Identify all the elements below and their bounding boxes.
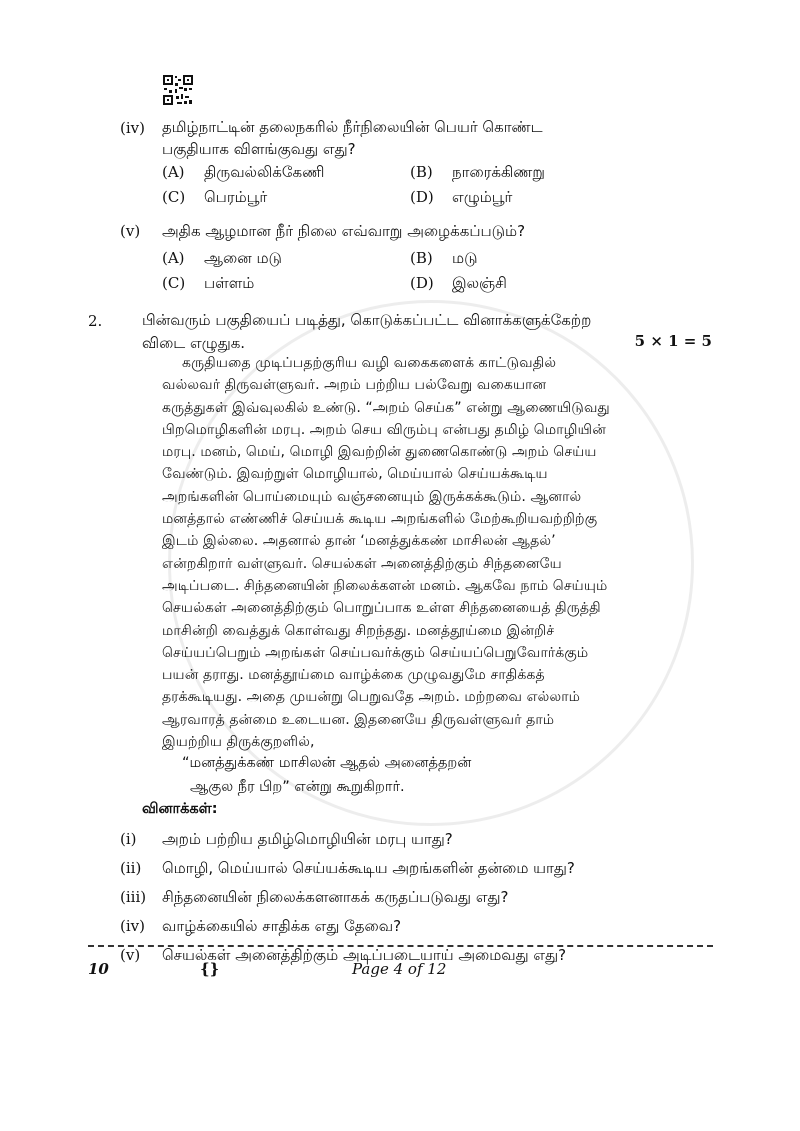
passage-line: மாசின்றி வைத்துக் கொள்வது சிறந்தது. மனத்தூய்மை இன்றிச் — [162, 622, 555, 639]
question-text: மொழி, மெய்யால் செய்யக்கூடிய அறங்களின் தன்மை யாது? — [162, 859, 575, 877]
option-text: எழும்பூர் — [452, 188, 513, 206]
marks-label: 5 × 1 = 5 — [634, 332, 712, 350]
question-number: (v) — [120, 222, 141, 240]
question-text: சிந்தனையின் நிலைக்களனாகக் கருதப்படுவது எது? — [162, 888, 509, 906]
option-text: இலஞ்சி — [452, 274, 507, 292]
passage-line: கருதியதை முடிப்பதற்குரிய வழி வகைகளைக் காட்டுவதில் — [182, 355, 557, 371]
option-b — [410, 249, 477, 269]
option-d — [410, 274, 507, 294]
question-number: (iii) — [120, 888, 147, 906]
passage-line: அடிப்படை. சிந்தனையின் நிலைக்களன் மனம். ஆகவே நாம் செய்யும் — [162, 577, 608, 594]
question-number: (v) — [120, 946, 141, 964]
footer-divider — [88, 945, 713, 947]
instruction-line: பின்வரும் பகுதியைப் படித்து, கொடுக்கப்பட்ட வினாக்களுக்கேற்ற — [142, 311, 592, 329]
question-text-line: அதிக ஆழமான நீர் நிலை எவ்வாறு அழைக்கப்படும்? — [162, 222, 526, 240]
couplet-line: ஆகுல நீர பிற” என்று கூறுகிறார். — [190, 779, 405, 795]
passage-line: ஆரவாரத் தன்மை உடையன. இதனையே திருவள்ளுவர் தாம் — [162, 711, 555, 728]
footer-code: 10 — [88, 960, 109, 978]
option-a — [162, 249, 282, 269]
option-label: (A) — [162, 163, 185, 181]
question-number: (i) — [120, 830, 137, 848]
option-c — [162, 274, 254, 294]
option-text: மடு — [452, 249, 478, 267]
question-number: (ii) — [120, 859, 142, 877]
page-number: Page 4 of 12 — [352, 960, 447, 978]
option-text: திருவல்லிக்கேணி — [204, 163, 325, 181]
question-text: செயல்கள் அனைத்திற்கும் அடிப்படையாய் அமைவது எது? — [162, 946, 567, 964]
passage-line: அறங்களின் பொய்மையும் வஞ்சனையும் இருக்கக்கூடும். ஆனால் — [162, 488, 582, 505]
question-text-line: தமிழ்நாட்டின் தலைநகரில் நீர்நிலையின் பெயர் கொண்ட — [162, 118, 543, 136]
passage-line: கருத்துகள் இவ்வுலகில் உண்டு. “அறம் செய்க” என்று ஆணையிடுவது — [162, 399, 610, 416]
passage-line: செயல்கள் அனைத்திற்கும் பொறுப்பாக உள்ள சிந்தனையைத் திருத்தி — [162, 600, 601, 617]
option-label: (B) — [410, 163, 433, 181]
question-text: வாழ்க்கையில் சாதிக்க எது தேவை? — [162, 917, 402, 935]
question-text-line: பகுதியாக விளங்குவது எது? — [162, 140, 356, 158]
passage-line: பயன் தராது. மனத்தூய்மை வாழ்க்கை முழுவதுமே சாதிக்கத் — [162, 667, 545, 684]
passage-line: பிறமொழிகளின் மரபு. அறம் செய விரும்பு என்பது தமிழ் மொழியின் — [162, 421, 606, 438]
questions-heading: வினாக்கள்: — [142, 801, 218, 817]
question-number: (iv) — [120, 917, 145, 935]
passage-line: மரபு. மனம், மெய், மொழி இவற்றின் துணைகொண்டு அறம் செய்ய — [162, 444, 597, 461]
passage-line: இடம் இல்லை. அதனால் தான் ‘மனத்துக்கண் மாசிலன் ஆதல்’ — [162, 533, 556, 550]
option-label: (C) — [162, 188, 186, 206]
passage-line: வேண்டும். இவற்றுள் மொழியால், மெய்யால் செய்யக்கூடிய — [162, 466, 548, 483]
option-label: (D) — [410, 274, 434, 292]
option-label: (A) — [162, 249, 185, 267]
instruction-line: விடை எழுதுக. — [142, 334, 246, 352]
option-b — [410, 163, 545, 183]
reading-passage — [162, 352, 710, 753]
option-text: நாரைக்கிணறு — [452, 163, 545, 181]
passage-line: என்றகிறார் வள்ளுவர். செயல்கள் அனைத்திற்கும் சிந்தனையே — [162, 555, 562, 572]
option-label: (B) — [410, 249, 433, 267]
passage-line: மனத்தால் எண்ணிச் செய்யக் கூடிய அறங்களில் மேற்கூறியவற்றிற்கு — [162, 511, 598, 528]
passage-line: இயற்றிய திருக்குறளில், — [162, 734, 315, 751]
question-number: (iv) — [120, 119, 145, 137]
option-label: (D) — [410, 188, 434, 206]
passage-line: தரக்கூடியது. அதை முயன்று பெறுவதே அறம். மற்றவை எல்லாம் — [162, 689, 581, 706]
option-text: பள்ளம் — [204, 274, 255, 292]
qr-code-icon — [162, 74, 194, 106]
option-text: பெரம்பூர் — [204, 188, 268, 206]
option-label: (C) — [162, 274, 186, 292]
option-c — [162, 188, 267, 208]
option-a — [162, 163, 324, 183]
footer-braces: {} — [200, 960, 220, 978]
option-text: ஆனை மடு — [204, 249, 282, 267]
question-number: 2. — [88, 312, 103, 330]
couplet-line: “மனத்துக்கண் மாசிலன் ஆதல் அனைத்தறன் — [182, 755, 472, 771]
passage-line: வல்லவர் திருவள்ளுவர். அறம் பற்றிய பல்வேறு வகையான — [162, 377, 547, 394]
question-text: அறம் பற்றிய தமிழ்மொழியின் மரபு யாது? — [162, 830, 453, 848]
option-d — [410, 188, 512, 208]
passage-line: செய்யப்பெறும் அறங்கள் செய்பவர்க்கும் செய்யப்பெறுவோர்க்கும் — [162, 644, 589, 661]
